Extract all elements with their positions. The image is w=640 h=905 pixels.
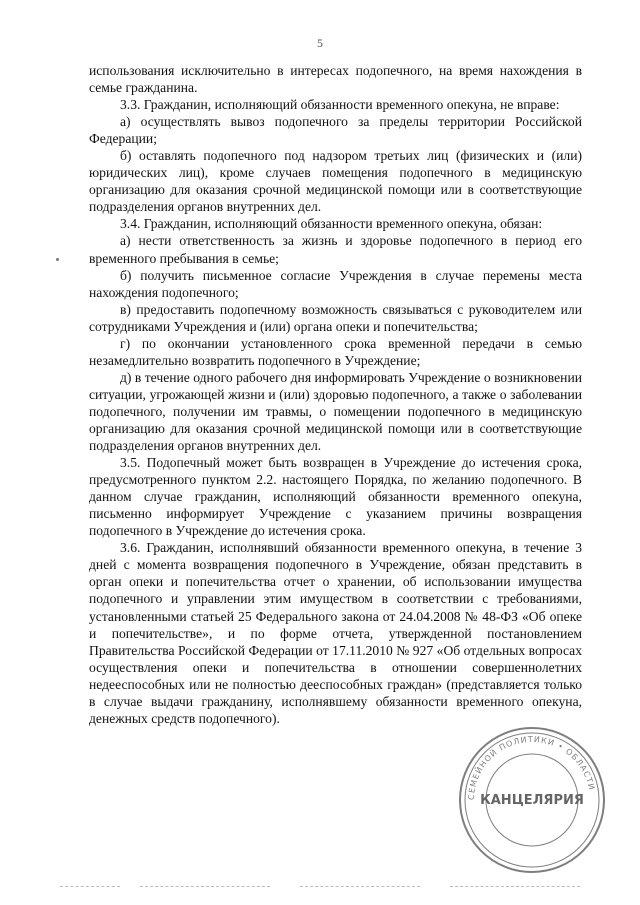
clause-3-3-b: б) оставлять подопечного под надзором третьих лиц (физических и (или) юридических лиц), кроме случаев помещения подопечного в медицинскую организацию для оказания срочной медицинской помощи или в соответствующие подразделения органов внутренних дел. [89,148,582,215]
footer-rule [450,886,580,887]
clause-3-4-b: б) получить письменное согласие Учреждения в случае перемены места нахождения подопечного; [89,267,582,300]
office-stamp [456,724,608,876]
clause-3-3: 3.3. Гражданин, исполняющий обязанности временного опекуна, не вправе: [120,97,560,113]
footer-rule [140,886,270,887]
clause-3-5: 3.5. Подопечный может быть возвращен в Учреждение до истечения срока, предусмотренного пунктом 2.2. настоящего Порядка, по желанию подопечного. В данном случае гражданин, исполняющий обязанности временного опекуна, письменно информирует Учреждение с указанием причины возвращения подопечного в Учреждение до истечения срока. [89,455,582,539]
clause-3-4: 3.4. Гражданин, исполняющий обязанности временного опекуна, обязан: [120,216,543,232]
clause-3-4-g: г) по окончании установленного срока временной передачи в семью незамедлительно возвратить подопечного в Учреждение; [89,335,582,368]
margin-mark [56,258,59,261]
stamp-center-word: КАНЦЕЛЯРИЯ [480,793,584,808]
clause-3-6: 3.6. Гражданин, исполнявший обязанности временного опекуна, в течение 3 дней с момента возвращения подопечного в Учреждение, обязан представить в орган опеки и попечительства отчет о хранении, об использовании имущества подопечного и управлении этим имуществом в соответствии с требованиями, установленными статьей 25 Федерального закона от 24.04.2008 № 48-ФЗ «Об опеке и попечительстве», и по форме отчета, утвержденной постановлением Правительства Российской Федерации от 17.11.2010 № 927 «Об отдельных вопросах осуществления опеки и попечительства в отношении совершеннолетних недееспособных или не полностью дееспособных граждан» (представляется только в случае выдачи гражданину, исполнявшему обязанности временного опекуна, денежных средств подопечного). [89,540,582,726]
stamp-ring-text: СЕМЕЙНОЙ ПОЛИТИКИ • ОБЛАСТИ [466,734,597,801]
clause-3-3-a: а) осуществлять вывоз подопечного за пределы территории Российской Федерации; [89,114,582,147]
footer-rule [60,886,120,887]
clause-3-4-d: д) в течение одного рабочего дня информировать Учреждение о возникновении ситуации, угрожающей жизни и (или) здоровью подопечного, а также о заболевании подопечного, получении им травмы, о помещении подопечного в медицинскую организацию для оказания срочной медицинской помощи или в соответствующие подразделения органов внутренних дел. [89,369,582,454]
clause-3-4-v: в) предоставить подопечному возможность связываться с руководителем или сотрудниками Учреждения и (или) органа опеки и попечительства; [89,301,582,334]
clause-3-4-a: а) нести ответственность за жизнь и здоровье подопечного в период его временного пребывания в семье; [89,233,582,266]
document-body [89,62,582,727]
page-number: 5 [317,36,323,50]
paragraph-continuation: использования исключительно в интересах подопечного, на время нахождения в семье гражданина. [89,63,582,96]
footer-rule [300,886,420,887]
